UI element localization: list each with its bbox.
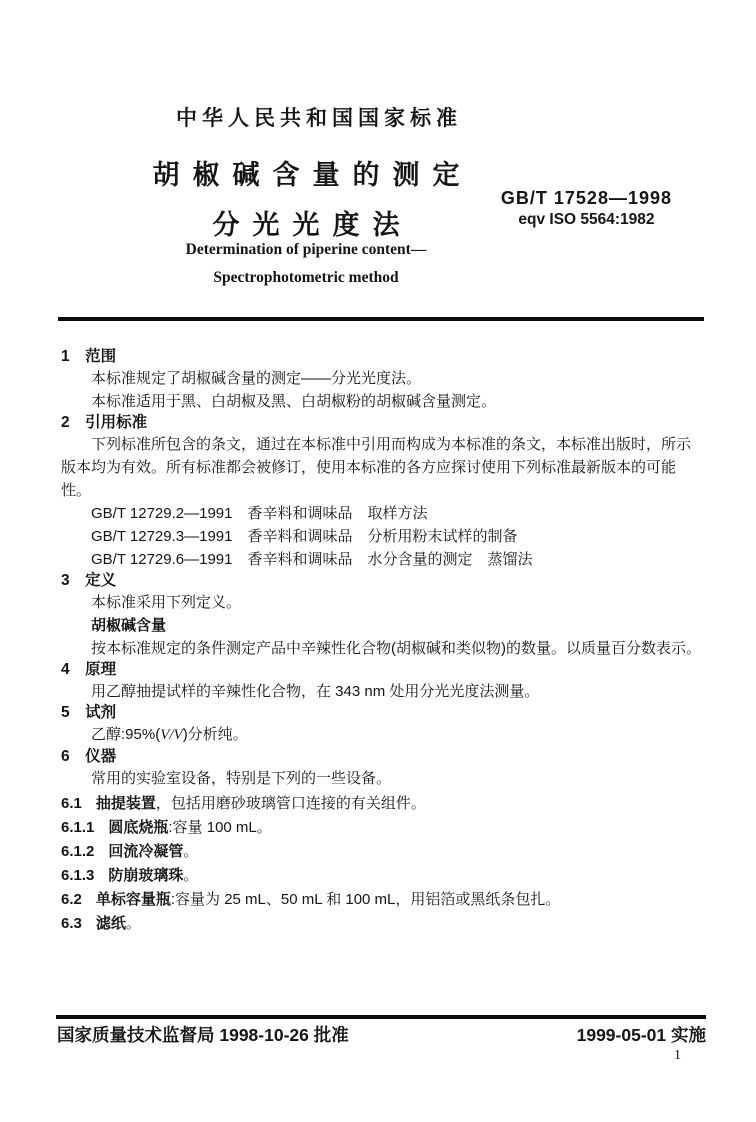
principle-paragraph: 用乙醇抽提试样的辛辣性化合物，在 343 nm 处用分光光度法测量。 <box>91 683 540 700</box>
iso-equivalence: eqv ISO 5564:1982 <box>518 211 655 228</box>
clause-number: 6.2 <box>61 891 82 908</box>
reference-item: GB/T 12729.6—1991 香辛料和调味品 水分含量的测定 蒸馏法 <box>91 551 533 568</box>
standard-code: GB/T 17528—1998 <box>500 188 672 208</box>
definitions-paragraph-2: 按本标准规定的条件测定产品中辛辣性化合物(胡椒碱和类似物)的数量。以质量百分数表示。 <box>91 640 701 657</box>
reagents-text-suffix: )分析纯。 <box>182 726 248 743</box>
apparatus-item <box>61 913 702 935</box>
clause-text: :容量 100 mL。 <box>168 819 272 836</box>
clause-term: 抽提装置 <box>95 795 156 812</box>
reference-item: GB/T 12729.3—1991 香辛料和调味品 分析用粉末试样的制备 <box>91 528 518 545</box>
section-heading-principle: 4 原理 <box>61 661 117 678</box>
title-cn-line2: 分光光度法 <box>212 210 413 240</box>
section-heading-reagents: 5 试剂 <box>61 704 117 721</box>
reference-item: GB/T 12729.2—1991 香辛料和调味品 取样方法 <box>91 505 428 522</box>
scope-paragraph-1: 本标准规定了胡椒碱含量的测定——分光光度法。 <box>91 370 422 387</box>
clause-text: :容量为 25 mL、50 mL 和 100 mL，用铝箔或黑纸条包扎。 <box>170 891 561 908</box>
footer-divider-rule <box>56 1015 706 1019</box>
clause-number: 6.1 <box>61 795 82 812</box>
reagents-paragraph <box>61 723 702 747</box>
section-heading-definitions: 3 定义 <box>61 572 117 589</box>
clause-number: 6.3 <box>61 915 82 932</box>
clause-number: 6.1.3 <box>61 867 95 884</box>
document-title-en <box>56 236 556 292</box>
definitions-paragraph-1: 本标准采用下列定义。 <box>91 594 242 611</box>
section-heading-references: 2 引用标准 <box>61 414 148 431</box>
title-en-line1: Determination of piperine content— <box>185 241 427 258</box>
apparatus-item <box>61 865 702 887</box>
clause-term: 防崩玻璃珠 <box>108 867 184 884</box>
clause-term: 回流冷凝管 <box>108 843 184 860</box>
standard-code-block <box>501 188 672 229</box>
reagents-text-prefix: 乙醇:95%( <box>91 726 161 743</box>
implementation-date: 1999-05-01 实施 <box>576 1025 706 1045</box>
standard-type-label: 中华人民共和国国家标准 <box>176 107 462 130</box>
clause-term: 滤纸 <box>95 915 126 932</box>
approval-note: 国家质量技术监督局 1998-10-26 批准 <box>57 1025 349 1045</box>
clause-number: 6.1.2 <box>61 843 95 860</box>
clause-text: 。 <box>125 915 141 932</box>
clause-text: ，包括用磨砂玻璃管口连接的有关组件。 <box>155 795 426 812</box>
clause-term: 圆底烧瓶 <box>108 819 169 836</box>
apparatus-intro: 常用的实验室设备，特别是下列的一些设备。 <box>91 770 392 787</box>
footer <box>57 1022 706 1047</box>
title-en-line2: Spectrophotometric method <box>213 269 399 286</box>
scope-paragraph-2: 本标准适用于黑、白胡椒及黑、白胡椒粉的胡椒碱含量测定。 <box>91 393 497 410</box>
header-divider-rule <box>58 317 704 321</box>
apparatus-item <box>61 817 702 839</box>
volume-ratio-symbol: V/V <box>160 727 183 743</box>
page-number: 1 <box>674 1048 681 1063</box>
apparatus-item <box>61 793 702 815</box>
document-body <box>61 347 702 935</box>
clause-text: 。 <box>183 867 199 884</box>
references-intro: 下列标准所包含的条文，通过在本标准中引用而构成为本标准的条文，本标准出版时，所示版本均为有效。所有标准都会被修订，使用本标准的各方应探讨使用下列标准最新版本的可能性。 <box>61 436 692 499</box>
apparatus-item <box>61 889 702 911</box>
document-title-cn <box>56 153 556 242</box>
title-cn-line1: 胡椒碱含量的测定 <box>152 160 473 190</box>
section-heading-apparatus: 6 仪器 <box>61 748 117 765</box>
clause-number: 6.1.1 <box>61 819 95 836</box>
clause-text: 。 <box>183 843 199 860</box>
clause-term: 单标容量瓶 <box>95 891 171 908</box>
apparatus-item <box>61 841 702 863</box>
definitions-term: 胡椒碱含量 <box>91 617 167 634</box>
section-heading-scope: 1 范围 <box>61 348 117 365</box>
